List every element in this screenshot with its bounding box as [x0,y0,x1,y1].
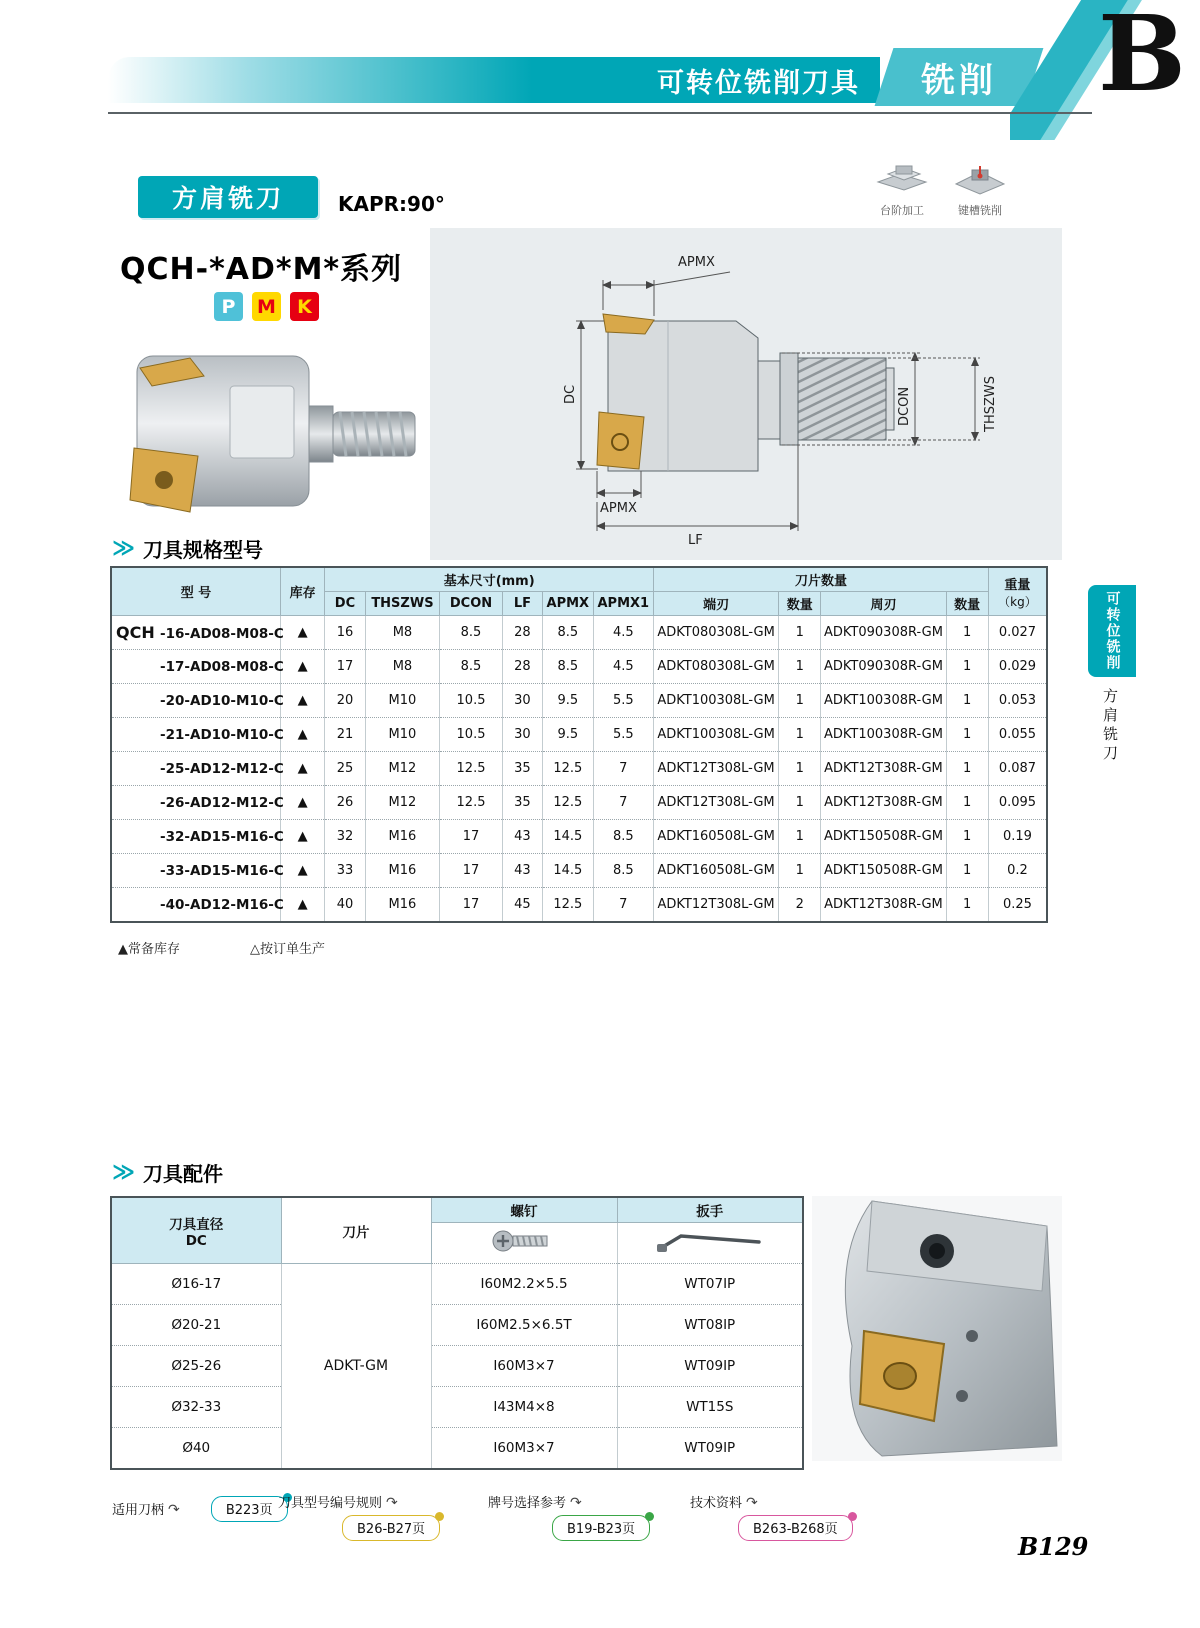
lf-cell: 43 [502,854,542,888]
section-letter: B [1098,0,1186,115]
apmx1-cell: 7 [593,752,654,786]
dim-apmx-top: APMX [678,255,715,270]
acc-col-dc: 刀具直径 DC [111,1197,281,1264]
end-insert-cell: ADKT12T308L-GM [654,888,779,923]
weight-cell: 0.029 [988,650,1047,684]
dc-range-cell: Ø25-26 [111,1346,281,1387]
dc-range-cell: Ø32-33 [111,1387,281,1428]
double-chevron-icon: ≫ [112,535,136,561]
model-cell: -20-AD10-M10-C [111,684,280,718]
col-dcon: DCON [440,592,503,616]
dim-dcon: DCON [897,386,912,426]
grade-k-badge: K [290,292,319,321]
stock-cell: ▲ [280,820,324,854]
lf-cell: 43 [502,820,542,854]
col-basic-dims: 基本尺寸(mm) [325,567,654,592]
dc-cell: 40 [325,888,365,923]
lf-cell: 30 [502,684,542,718]
thszws-cell: M12 [365,786,440,820]
footer-link-numbering: 刀具型号编号规则 ↷ B26-B27页 [278,1492,468,1541]
weight-cell: 0.087 [988,752,1047,786]
end-qty-cell: 1 [779,786,821,820]
curved-arrow-icon: ↷ [746,1495,758,1511]
wrench-model-cell: WT09IP [617,1346,803,1387]
peri-qty-cell: 1 [946,684,988,718]
thszws-cell: M8 [365,650,440,684]
table-row [111,684,1047,718]
application-icon-slot [944,160,1016,218]
icon-label: 键槽铣削 [958,204,1002,217]
section-letter-corner [1010,0,1200,140]
col-qty-2: 数量 [946,592,988,616]
insert-model-cell: ADKT-GM [281,1264,431,1470]
dcon-cell: 12.5 [440,786,503,820]
thszws-cell: M8 [365,616,440,650]
peri-insert-cell: ADKT150508R-GM [821,854,946,888]
curved-arrow-icon: ↷ [386,1495,398,1511]
table-row [111,616,1047,650]
page-number: B129 [1018,1532,1089,1561]
end-insert-cell: ADKT100308L-GM [654,718,779,752]
apmx-cell: 14.5 [543,854,593,888]
spec-section-title: 刀具规格型号 [143,538,264,562]
stock-cell: ▲ [280,786,324,820]
model-cell: -40-AD12-M16-C [111,888,280,923]
dcon-cell: 12.5 [440,752,503,786]
dcon-cell: 17 [440,820,503,854]
col-stock: 库存 [280,567,324,616]
lf-cell: 28 [502,650,542,684]
stock-cell: ▲ [280,854,324,888]
badge-dot [435,1512,444,1521]
end-qty-cell: 1 [779,650,821,684]
col-qty-1: 数量 [779,592,821,616]
apmx-cell: 12.5 [543,888,593,923]
peri-qty-cell: 1 [946,888,988,923]
weight-cell: 0.25 [988,888,1047,923]
peri-qty-cell: 1 [946,752,988,786]
lf-cell: 28 [502,616,542,650]
weight-cell: 0.19 [988,820,1047,854]
col-lf: LF [502,592,542,616]
stock-cell: ▲ [280,684,324,718]
thszws-cell: M16 [365,888,440,923]
apmx-cell: 9.5 [543,718,593,752]
end-insert-cell: ADKT080308L-GM [654,650,779,684]
end-qty-cell: 1 [779,718,821,752]
end-qty-cell: 1 [779,616,821,650]
screw-model-cell: I60M2.2×5.5 [431,1264,617,1305]
dim-apmx-bottom: APMX [600,501,637,516]
weight-cell: 0.053 [988,684,1047,718]
stock-cell: ▲ [280,752,324,786]
peri-insert-cell: ADKT12T308R-GM [821,888,946,923]
header-bar [108,57,880,103]
dc-range-cell: Ø40 [111,1428,281,1470]
model-cell: -21-AD10-M10-C [111,718,280,752]
model-cell: -25-AD12-M12-C [111,752,280,786]
slot-milling-icon [952,160,1008,196]
dc-cell: 16 [325,616,365,650]
peri-qty-cell: 1 [946,820,988,854]
sidebar-section-label: 方肩铣刀 [1101,688,1119,764]
screw-model-cell: I60M2.5×6.5T [431,1305,617,1346]
accessories-table [110,1196,804,1470]
step-machining-icon [874,160,930,196]
thszws-cell: M12 [365,752,440,786]
acc-col-wrench: 扳手 [617,1197,803,1223]
end-insert-cell: ADKT160508L-GM [654,854,779,888]
curved-arrow-icon: ↷ [168,1502,180,1518]
col-peri-edge: 周刃 [821,592,946,616]
table-row [111,820,1047,854]
milling-tab-label: 铣削 [921,60,997,101]
dc-cell: 17 [325,650,365,684]
spec-section-header [112,534,263,563]
end-insert-cell: ADKT100308L-GM [654,684,779,718]
peri-insert-cell: ADKT100308R-GM [821,684,946,718]
weight-cell: 0.055 [988,718,1047,752]
apmx1-cell: 8.5 [593,854,654,888]
badge-dot [848,1512,857,1521]
apmx-cell: 8.5 [543,616,593,650]
product-photo [112,328,432,542]
model-cell: -33-AD15-M16-C [111,854,280,888]
apmx1-cell: 5.5 [593,684,654,718]
grade-badges [214,292,319,321]
double-chevron-icon: ≫ [112,1159,136,1185]
col-thszws: THSZWS [365,592,440,616]
stock-cell: ▲ [280,616,324,650]
screw-model-cell: I43M4×8 [431,1387,617,1428]
peri-insert-cell: ADKT100308R-GM [821,718,946,752]
end-qty-cell: 1 [779,752,821,786]
page-title: 可转位铣削刀具 [657,67,860,99]
peri-qty-cell: 1 [946,854,988,888]
page-ref-badge[interactable]: B223页 [211,1496,288,1522]
wrench-icon [655,1228,765,1254]
dcon-cell: 17 [440,854,503,888]
end-insert-cell: ADKT12T308L-GM [654,786,779,820]
dc-range-cell: Ø20-21 [111,1305,281,1346]
screw-icon [489,1228,559,1254]
badge-dot [645,1512,654,1521]
weight-cell: 0.095 [988,786,1047,820]
stock-legend: ▲常备库存 △按订单生产 [118,942,325,957]
grade-p-badge: P [214,292,243,321]
table-row [111,786,1047,820]
peri-insert-cell: ADKT12T308R-GM [821,752,946,786]
col-insert-qty: 刀片数量 [654,567,989,592]
dcon-cell: 8.5 [440,616,503,650]
apmx-cell: 9.5 [543,684,593,718]
page-ref-badge[interactable]: B26-B27页 [342,1515,440,1541]
technical-drawing [438,236,1058,560]
end-qty-cell: 1 [779,820,821,854]
screw-model-cell: I60M3×7 [431,1428,617,1470]
wrench-model-cell: WT08IP [617,1305,803,1346]
apmx1-cell: 7 [593,786,654,820]
series-title: QCH-*AD*M*系列 [120,252,403,287]
end-qty-cell: 2 [779,888,821,923]
screw-model-cell: I60M3×7 [431,1346,617,1387]
col-dc: DC [325,592,365,616]
footer-link-grade: 牌号选择参考 ↷ B19-B23页 [488,1492,678,1541]
spec-table-wrap [110,566,1048,923]
kapr-label: KAPR:90° [338,192,445,216]
page-ref-badge[interactable]: B263-B268页 [738,1515,853,1541]
table-row [111,650,1047,684]
dcon-cell: 10.5 [440,684,503,718]
grade-m-badge: M [252,292,281,321]
wrench-model-cell: WT15S [617,1387,803,1428]
end-insert-cell: ADKT080308L-GM [654,616,779,650]
accessories-table-wrap [110,1196,804,1470]
dc-cell: 33 [325,854,365,888]
dc-cell: 20 [325,684,365,718]
peri-insert-cell: ADKT12T308R-GM [821,786,946,820]
end-qty-cell: 1 [779,854,821,888]
lf-cell: 45 [502,888,542,923]
curved-arrow-icon: ↷ [570,1495,582,1511]
table-row [111,752,1047,786]
product-type-badge: 方肩铣刀 [138,176,318,218]
col-apmx: APMX [543,592,593,616]
wrench-model-cell: WT09IP [617,1428,803,1470]
peri-insert-cell: ADKT090308R-GM [821,650,946,684]
apmx1-cell: 5.5 [593,718,654,752]
thszws-cell: M10 [365,684,440,718]
weight-cell: 0.027 [988,616,1047,650]
lf-cell: 35 [502,786,542,820]
apmx1-cell: 4.5 [593,650,654,684]
dc-range-cell: Ø16-17 [111,1264,281,1305]
peri-qty-cell: 1 [946,786,988,820]
model-cell: -17-AD08-M08-C [111,650,280,684]
apmx1-cell: 4.5 [593,616,654,650]
thszws-cell: M16 [365,854,440,888]
dcon-cell: 8.5 [440,650,503,684]
dc-cell: 32 [325,820,365,854]
dcon-cell: 10.5 [440,718,503,752]
page-ref-badge[interactable]: B19-B23页 [552,1515,650,1541]
col-apmx1: APMX1 [593,592,654,616]
col-model: 型 号 [111,567,280,616]
sidebar-tab-label: 可转位铣削 [1104,591,1121,671]
accessory-photo [812,1196,1062,1465]
dc-cell: 25 [325,752,365,786]
stock-cell: ▲ [280,650,324,684]
model-cell: -26-AD12-M12-C [111,786,280,820]
dc-cell: 26 [325,786,365,820]
col-weight: 重量 （kg） [988,567,1047,616]
table-row [111,854,1047,888]
lf-cell: 35 [502,752,542,786]
apmx1-cell: 7 [593,888,654,923]
model-cell: QCH -16-AD08-M08-C [111,616,280,650]
accessories-section-header [112,1158,223,1187]
end-qty-cell: 1 [779,684,821,718]
dim-thszws: THSZWS [983,376,998,432]
application-icon-step [866,160,938,218]
spec-table [110,566,1048,923]
thszws-cell: M10 [365,718,440,752]
peri-insert-cell: ADKT090308R-GM [821,616,946,650]
acc-col-insert: 刀片 [281,1197,431,1264]
thszws-cell: M16 [365,820,440,854]
screw-image-cell [431,1223,617,1264]
acc-col-screw: 螺钉 [431,1197,617,1223]
footer-link-technical: 技术资料 ↷ B263-B268页 [690,1492,880,1541]
footer-link-shank: 适用刀柄 ↷ B223页 [112,1492,302,1522]
apmx-cell: 8.5 [543,650,593,684]
stock-cell: ▲ [280,888,324,923]
stock-cell: ▲ [280,718,324,752]
apmx-cell: 12.5 [543,786,593,820]
table-row [111,718,1047,752]
icon-label: 台阶加工 [880,204,924,217]
apmx-cell: 14.5 [543,820,593,854]
end-insert-cell: ADKT160508L-GM [654,820,779,854]
peri-qty-cell: 1 [946,616,988,650]
table-row [111,888,1047,923]
header-divider [108,112,1092,114]
accessories-section-title: 刀具配件 [143,1162,224,1186]
apmx-cell: 12.5 [543,752,593,786]
dim-dc: DC [563,384,578,404]
wrench-model-cell: WT07IP [617,1264,803,1305]
dc-cell: 21 [325,718,365,752]
peri-qty-cell: 1 [946,650,988,684]
weight-cell: 0.2 [988,854,1047,888]
apmx1-cell: 8.5 [593,820,654,854]
end-insert-cell: ADKT12T308L-GM [654,752,779,786]
dim-lf: LF [688,533,703,548]
model-cell: -32-AD15-M16-C [111,820,280,854]
col-end-edge: 端刃 [654,592,779,616]
lf-cell: 30 [502,718,542,752]
peri-qty-cell: 1 [946,718,988,752]
wrench-image-cell [617,1223,803,1264]
dcon-cell: 17 [440,888,503,923]
sidebar-category-tab[interactable] [1088,585,1136,677]
peri-insert-cell: ADKT150508R-GM [821,820,946,854]
